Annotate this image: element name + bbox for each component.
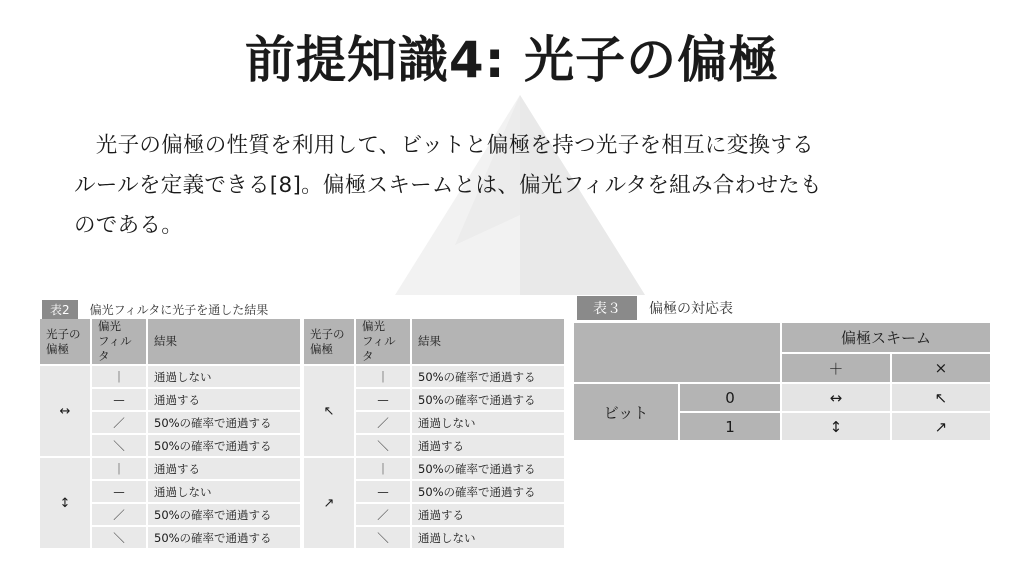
- filter-result: 50%の確率で通過する: [148, 435, 300, 456]
- cross-polarization: ↗: [892, 413, 990, 440]
- paragraph-line: ルールを定義できる[8]。偏極スキームとは、偏光フィルタを組み合わせたも: [74, 173, 822, 198]
- filter-orientation: ／: [92, 412, 146, 433]
- filter-orientation: —: [92, 389, 146, 410]
- table2-caption-text: 偏光フィルタに光子を通した結果: [89, 303, 269, 317]
- filter-orientation: ／: [356, 412, 410, 433]
- table2-row: [304, 458, 564, 479]
- photon-polarization: ↔: [40, 366, 90, 456]
- scheme-cross: ×: [892, 354, 990, 382]
- table3-caption-text: 偏極の対応表: [649, 301, 733, 317]
- bit-label: ビット: [574, 384, 678, 440]
- paragraph-line: のである。: [74, 213, 184, 238]
- filter-result: 通過する: [412, 504, 564, 525]
- cross-polarization: ↖: [892, 384, 990, 411]
- filter-result: 通過しない: [148, 481, 300, 502]
- filter-orientation: ＼: [356, 527, 410, 548]
- filter-orientation: ／: [356, 504, 410, 525]
- filter-orientation: ｜: [356, 458, 410, 479]
- table2-tag: 表2: [42, 300, 78, 319]
- table2-row: [304, 366, 564, 387]
- filter-result: 50%の確率で通過する: [412, 481, 564, 502]
- filter-orientation: ＼: [356, 435, 410, 456]
- plus-polarization: ↔: [782, 384, 890, 411]
- filter-result: 通過しない: [148, 366, 300, 387]
- filter-result: 通過する: [148, 458, 300, 479]
- table2-row: [40, 366, 300, 387]
- table3-tag: 表３: [577, 296, 637, 320]
- filter-orientation: —: [356, 481, 410, 502]
- filter-orientation: ｜: [92, 458, 146, 479]
- filter-result: 50%の確率で通過する: [148, 527, 300, 548]
- header-result: 結果: [412, 319, 564, 364]
- filter-orientation: —: [356, 389, 410, 410]
- table3: [572, 321, 992, 442]
- table2-left: [38, 317, 302, 550]
- table3-row: [574, 384, 990, 411]
- filter-result: 50%の確率で通過する: [148, 504, 300, 525]
- filter-result: 通過しない: [412, 527, 564, 548]
- bit-value: 1: [680, 413, 780, 440]
- filter-result: 通過しない: [412, 412, 564, 433]
- filter-result: 50%の確率で通過する: [148, 412, 300, 433]
- photon-polarization: ↗: [304, 458, 354, 548]
- header-photon: 光子の 偏極: [40, 319, 90, 364]
- photon-polarization: ↖: [304, 366, 354, 456]
- filter-result: 50%の確率で通過する: [412, 389, 564, 410]
- table3-header-row: [574, 323, 990, 352]
- table3-corner: [574, 323, 780, 382]
- table3-caption: [577, 296, 733, 320]
- scheme-plus: ＋: [782, 354, 890, 382]
- scheme-header: 偏極スキーム: [782, 323, 990, 352]
- header-filter: 偏光 フィルタ: [92, 319, 146, 364]
- header-filter: 偏光 フィルタ: [356, 319, 410, 364]
- filter-orientation: ＼: [92, 527, 146, 548]
- filter-result: 50%の確率で通過する: [412, 366, 564, 387]
- filter-orientation: ｜: [92, 366, 146, 387]
- table2-right: [302, 317, 566, 550]
- photon-polarization: ↕: [40, 458, 90, 548]
- filter-result: 通過する: [412, 435, 564, 456]
- filter-orientation: ／: [92, 504, 146, 525]
- table2-header-row: [40, 319, 300, 364]
- table2-header-row: [304, 319, 564, 364]
- filter-orientation: ＼: [92, 435, 146, 456]
- plus-polarization: ↕: [782, 413, 890, 440]
- table2-row: [40, 458, 300, 479]
- header-photon: 光子の 偏極: [304, 319, 354, 364]
- slide-title: 前提知識4: 光子の偏極: [244, 31, 780, 89]
- filter-result: 50%の確率で通過する: [412, 458, 564, 479]
- header-result: 結果: [148, 319, 300, 364]
- paragraph-line: 光子の偏極の性質を利用して、ビットと偏極を持つ光子を相互に変換する: [74, 133, 814, 158]
- slide-paragraph: [74, 126, 954, 246]
- bit-value: 0: [680, 384, 780, 411]
- filter-result: 通過する: [148, 389, 300, 410]
- filter-orientation: ｜: [356, 366, 410, 387]
- filter-orientation: —: [92, 481, 146, 502]
